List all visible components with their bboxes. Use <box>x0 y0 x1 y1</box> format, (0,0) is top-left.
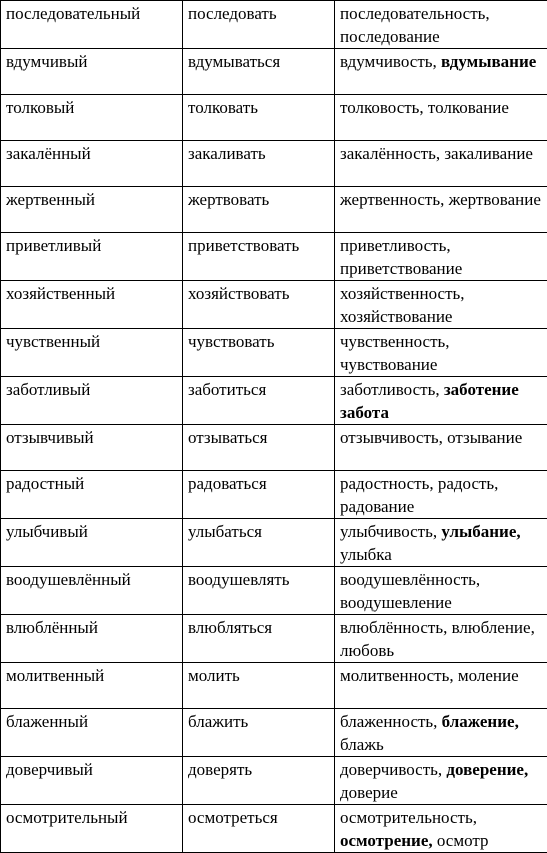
adjective-cell: толковый <box>1 95 183 141</box>
nouns-cell <box>335 757 547 805</box>
nouns-plain-text: заботливость, <box>340 380 444 399</box>
nouns-plain-text: закалённость, закаливание <box>340 144 533 163</box>
nouns-bold-text: доверение, <box>446 760 528 779</box>
table-row <box>1 377 547 425</box>
nouns-tail-text: улыбка <box>340 545 392 564</box>
nouns-plain-text: чувственность, чувствование <box>340 332 450 374</box>
nouns-cell <box>335 233 547 281</box>
table-row <box>1 663 547 709</box>
table-row <box>1 519 547 567</box>
table-row <box>1 709 547 757</box>
nouns-plain-text: доверчивость, <box>340 760 446 779</box>
verb-cell: отзываться <box>183 425 335 471</box>
nouns-cell <box>335 663 547 709</box>
table-row <box>1 805 547 853</box>
nouns-plain-text: воодушевлённость, воодушевление <box>340 570 480 612</box>
table-row <box>1 281 547 329</box>
adjective-cell: жертвенный <box>1 187 183 233</box>
nouns-cell <box>335 281 547 329</box>
table-row <box>1 757 547 805</box>
adjective-cell: осмотрительный <box>1 805 183 853</box>
nouns-tail-text: блажь <box>340 735 384 754</box>
verb-cell: улыбаться <box>183 519 335 567</box>
verb-cell: молить <box>183 663 335 709</box>
table-row <box>1 425 547 471</box>
verb-cell: последовать <box>183 1 335 49</box>
nouns-plain-text: последовательность, последование <box>340 4 490 46</box>
nouns-cell <box>335 425 547 471</box>
nouns-cell <box>335 1 547 49</box>
nouns-bold-text: блажение, <box>442 712 519 731</box>
verb-cell: жертвовать <box>183 187 335 233</box>
nouns-bold-text: вдумывание <box>441 52 536 71</box>
nouns-plain-text: толковость, толкование <box>340 98 509 117</box>
nouns-cell <box>335 709 547 757</box>
nouns-tail-text: осмотр <box>433 831 489 850</box>
verb-cell: заботиться <box>183 377 335 425</box>
nouns-cell <box>335 805 547 853</box>
nouns-cell <box>335 329 547 377</box>
nouns-bold-text: заботение забота <box>340 380 519 422</box>
verb-cell: хозяйствовать <box>183 281 335 329</box>
nouns-plain-text: осмотрительность, <box>340 808 477 827</box>
table-row <box>1 471 547 519</box>
table-row <box>1 95 547 141</box>
nouns-cell <box>335 471 547 519</box>
verb-cell: толковать <box>183 95 335 141</box>
nouns-tail-text: доверие <box>340 783 398 802</box>
nouns-cell <box>335 377 547 425</box>
adjective-cell: доверчивый <box>1 757 183 805</box>
nouns-cell <box>335 567 547 615</box>
adjective-cell: отзывчивый <box>1 425 183 471</box>
verb-cell: чувствовать <box>183 329 335 377</box>
table-row <box>1 233 547 281</box>
nouns-cell <box>335 49 547 95</box>
adjective-cell: вдумчивый <box>1 49 183 95</box>
table-row <box>1 1 547 49</box>
adjective-cell: приветливый <box>1 233 183 281</box>
nouns-plain-text: влюблённость, влюбление, любовь <box>340 618 535 660</box>
adjective-cell: улыбчивый <box>1 519 183 567</box>
table-row <box>1 329 547 377</box>
adjective-cell: последовательный <box>1 1 183 49</box>
verb-cell: влюбляться <box>183 615 335 663</box>
table-row <box>1 49 547 95</box>
adjective-cell: блаженный <box>1 709 183 757</box>
nouns-bold-text: осмотрение, <box>340 831 433 850</box>
nouns-plain-text: хозяйственность, хозяйствование <box>340 284 465 326</box>
nouns-bold-text: улыбание, <box>441 522 520 541</box>
nouns-plain-text: радостность, радость, радование <box>340 474 498 516</box>
adjective-cell: чувственный <box>1 329 183 377</box>
adjective-cell: хозяйственный <box>1 281 183 329</box>
nouns-plain-text: отзывчивость, отзывание <box>340 428 522 447</box>
table-row <box>1 567 547 615</box>
verb-cell: воодушевлять <box>183 567 335 615</box>
nouns-cell <box>335 141 547 187</box>
nouns-plain-text: жертвенность, жертвование <box>340 190 541 209</box>
table-row <box>1 615 547 663</box>
verb-cell: приветствовать <box>183 233 335 281</box>
nouns-cell <box>335 95 547 141</box>
adjective-cell: закалённый <box>1 141 183 187</box>
nouns-plain-text: молитвенность, моление <box>340 666 519 685</box>
nouns-plain-text: приветливость, приветствование <box>340 236 462 278</box>
table-row <box>1 141 547 187</box>
verb-cell: закаливать <box>183 141 335 187</box>
table-row <box>1 187 547 233</box>
verb-cell: радоваться <box>183 471 335 519</box>
verb-cell: доверять <box>183 757 335 805</box>
nouns-cell <box>335 187 547 233</box>
nouns-plain-text: вдумчивость, <box>340 52 441 71</box>
nouns-plain-text: улыбчивость, <box>340 522 441 541</box>
adjective-cell: влюблённый <box>1 615 183 663</box>
adjective-cell: заботливый <box>1 377 183 425</box>
nouns-plain-text: блаженность, <box>340 712 442 731</box>
adjective-cell: воодушевлённый <box>1 567 183 615</box>
adjective-cell: молитвенный <box>1 663 183 709</box>
verb-cell: блажить <box>183 709 335 757</box>
verb-cell: вдумываться <box>183 49 335 95</box>
nouns-cell <box>335 615 547 663</box>
adjective-cell: радостный <box>1 471 183 519</box>
nouns-cell <box>335 519 547 567</box>
verb-cell: осмотреться <box>183 805 335 853</box>
table-body <box>1 1 547 853</box>
